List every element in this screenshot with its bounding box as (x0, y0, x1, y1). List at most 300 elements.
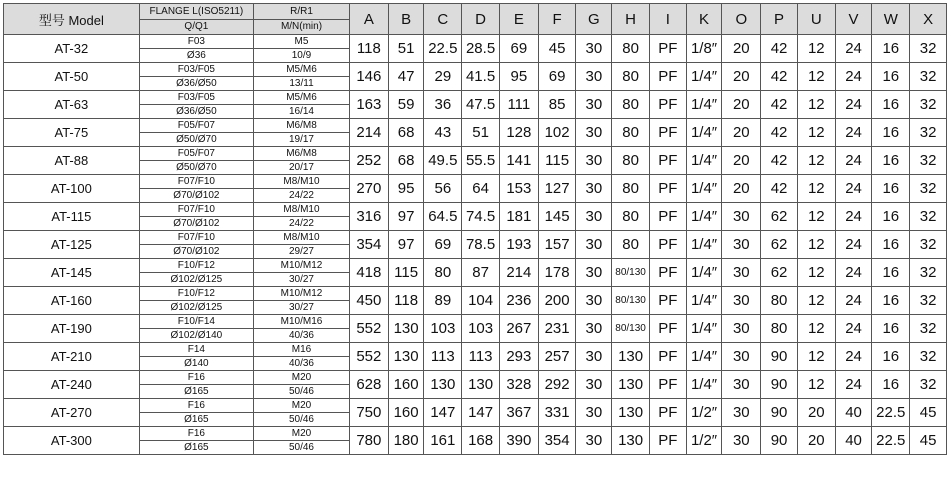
q-cell: Ø70/Ø102 (139, 245, 253, 259)
flange-cell: F07/F10 (139, 231, 253, 245)
dim-cell-i: PF (649, 259, 686, 287)
dim-cell-f: 257 (538, 343, 576, 371)
model-cell: AT-145 (4, 259, 140, 287)
dim-cell-v: 24 (835, 203, 872, 231)
dim-cell-h: 130 (612, 399, 650, 427)
q-cell: Ø165 (139, 441, 253, 455)
table-row (4, 315, 947, 329)
flange-cell: F07/F10 (139, 175, 253, 189)
dim-cell-o: 20 (722, 35, 761, 63)
dim-cell-d: 147 (462, 399, 500, 427)
dim-cell-p: 90 (761, 399, 798, 427)
r-cell: M6/M8 (254, 147, 350, 161)
dim-cell-x: 32 (910, 259, 947, 287)
r-cell: M20 (254, 371, 350, 385)
dim-cell-o: 30 (722, 287, 761, 315)
dim-cell-c: 89 (424, 287, 462, 315)
dim-cell-k: 1/4″ (686, 259, 722, 287)
header-q: Q/Q1 (139, 19, 253, 35)
table-row (4, 231, 947, 245)
dim-cell-g: 30 (576, 147, 612, 175)
dim-cell-u: 20 (797, 399, 835, 427)
dim-cell-p: 42 (761, 119, 798, 147)
dim-cell-u: 12 (797, 91, 835, 119)
table-row (4, 287, 947, 301)
dim-cell-k: 1/4″ (686, 343, 722, 371)
dim-cell-x: 32 (910, 203, 947, 231)
model-cell: AT-160 (4, 287, 140, 315)
dim-cell-a: 750 (349, 399, 388, 427)
dim-cell-o: 30 (722, 399, 761, 427)
mn-cell: 30/27 (254, 273, 350, 287)
dim-cell-d: 28.5 (462, 35, 500, 63)
dim-cell-a: 214 (349, 119, 388, 147)
r-cell: M8/M10 (254, 203, 350, 217)
dim-cell-k: 1/4″ (686, 91, 722, 119)
dim-cell-o: 20 (722, 91, 761, 119)
r-cell: M6/M8 (254, 119, 350, 133)
dim-cell-h: 80 (612, 147, 650, 175)
dim-cell-u: 12 (797, 315, 835, 343)
dim-cell-i: PF (649, 427, 686, 455)
dim-cell-d: 47.5 (462, 91, 500, 119)
dim-cell-p: 42 (761, 91, 798, 119)
dim-cell-h: 80 (612, 175, 650, 203)
header-model: 型号 Model (4, 4, 140, 35)
q-cell: Ø70/Ø102 (139, 217, 253, 231)
dim-cell-v: 24 (835, 371, 872, 399)
dim-cell-u: 12 (797, 371, 835, 399)
dim-cell-g: 30 (576, 315, 612, 343)
model-cell: AT-270 (4, 399, 140, 427)
table-row (4, 343, 947, 357)
table-row (4, 399, 947, 413)
dim-cell-f: 231 (538, 315, 576, 343)
q-cell: Ø70/Ø102 (139, 189, 253, 203)
q-cell: Ø50/Ø70 (139, 133, 253, 147)
dim-cell-w: 22.5 (872, 427, 910, 455)
mn-cell: 19/17 (254, 133, 350, 147)
dim-cell-i: PF (649, 63, 686, 91)
dim-cell-k: 1/4″ (686, 119, 722, 147)
flange-cell: F16 (139, 399, 253, 413)
dim-cell-e: 69 (499, 35, 538, 63)
dim-cell-c: 56 (424, 175, 462, 203)
header-col-e: E (499, 4, 538, 35)
dim-cell-b: 68 (388, 147, 424, 175)
dim-cell-d: 87 (462, 259, 500, 287)
flange-cell: F05/F07 (139, 147, 253, 161)
mn-cell: 50/46 (254, 385, 350, 399)
dim-cell-u: 12 (797, 343, 835, 371)
dim-cell-c: 69 (424, 231, 462, 259)
dim-cell-o: 20 (722, 147, 761, 175)
dim-cell-d: 103 (462, 315, 500, 343)
q-cell: Ø102/Ø140 (139, 329, 253, 343)
dim-cell-p: 42 (761, 35, 798, 63)
dim-cell-f: 85 (538, 91, 576, 119)
dim-cell-o: 20 (722, 119, 761, 147)
dim-cell-w: 16 (872, 35, 910, 63)
table-row (4, 203, 947, 217)
dim-cell-e: 267 (499, 315, 538, 343)
model-cell: AT-63 (4, 91, 140, 119)
dim-cell-c: 147 (424, 399, 462, 427)
dim-cell-g: 30 (576, 175, 612, 203)
dim-cell-e: 193 (499, 231, 538, 259)
dim-cell-h: 80 (612, 63, 650, 91)
dim-cell-v: 24 (835, 175, 872, 203)
mn-cell: 29/27 (254, 245, 350, 259)
dim-cell-v: 24 (835, 35, 872, 63)
dim-cell-o: 30 (722, 203, 761, 231)
r-cell: M10/M16 (254, 315, 350, 329)
dim-cell-f: 127 (538, 175, 576, 203)
dim-cell-k: 1/4″ (686, 175, 722, 203)
dim-cell-p: 62 (761, 203, 798, 231)
dim-cell-p: 90 (761, 371, 798, 399)
dim-cell-d: 64 (462, 175, 500, 203)
dim-cell-b: 59 (388, 91, 424, 119)
dim-cell-g: 30 (576, 287, 612, 315)
dim-cell-p: 80 (761, 287, 798, 315)
header-col-g: G (576, 4, 612, 35)
model-cell: AT-50 (4, 63, 140, 91)
dim-cell-a: 316 (349, 203, 388, 231)
dim-cell-b: 180 (388, 427, 424, 455)
mn-cell: 20/17 (254, 161, 350, 175)
dim-cell-k: 1/4″ (686, 315, 722, 343)
dim-cell-v: 24 (835, 231, 872, 259)
dim-cell-b: 95 (388, 175, 424, 203)
dim-cell-p: 80 (761, 315, 798, 343)
dim-cell-x: 32 (910, 231, 947, 259)
table-row (4, 91, 947, 105)
flange-cell: F10/F12 (139, 259, 253, 273)
dim-cell-h: 80 (612, 91, 650, 119)
dim-cell-d: 168 (462, 427, 500, 455)
dim-cell-d: 104 (462, 287, 500, 315)
dim-cell-h: 80 (612, 203, 650, 231)
dim-cell-f: 145 (538, 203, 576, 231)
table-row (4, 147, 947, 161)
header-col-b: B (388, 4, 424, 35)
flange-cell: F05/F07 (139, 119, 253, 133)
dim-cell-k: 1/4″ (686, 231, 722, 259)
model-cell: AT-300 (4, 427, 140, 455)
dim-cell-i: PF (649, 287, 686, 315)
dim-cell-b: 130 (388, 343, 424, 371)
dim-cell-u: 12 (797, 259, 835, 287)
dim-cell-k: 1/4″ (686, 147, 722, 175)
dim-cell-a: 628 (349, 371, 388, 399)
table-row (4, 371, 947, 385)
dim-cell-v: 24 (835, 63, 872, 91)
table-row (4, 119, 947, 133)
header-col-d: D (462, 4, 500, 35)
dim-cell-f: 292 (538, 371, 576, 399)
dim-cell-h: 80/130 (612, 259, 650, 287)
r-cell: M5 (254, 35, 350, 49)
header-col-h: H (612, 4, 650, 35)
dim-cell-x: 32 (910, 175, 947, 203)
dim-cell-a: 270 (349, 175, 388, 203)
table-row (4, 63, 947, 77)
flange-cell: F03 (139, 35, 253, 49)
dim-cell-v: 24 (835, 119, 872, 147)
q-cell: Ø165 (139, 413, 253, 427)
dim-cell-o: 30 (722, 343, 761, 371)
dim-cell-v: 24 (835, 91, 872, 119)
dim-cell-e: 236 (499, 287, 538, 315)
dim-cell-e: 153 (499, 175, 538, 203)
dim-cell-c: 130 (424, 371, 462, 399)
dim-cell-a: 163 (349, 91, 388, 119)
q-cell: Ø50/Ø70 (139, 161, 253, 175)
dim-cell-f: 115 (538, 147, 576, 175)
dim-cell-o: 20 (722, 63, 761, 91)
table-row (4, 259, 947, 273)
dim-cell-a: 146 (349, 63, 388, 91)
dim-cell-f: 157 (538, 231, 576, 259)
dim-cell-o: 30 (722, 259, 761, 287)
dim-cell-b: 130 (388, 315, 424, 343)
dim-cell-k: 1/2″ (686, 427, 722, 455)
dim-cell-u: 12 (797, 35, 835, 63)
dim-cell-h: 80 (612, 231, 650, 259)
header-mn: M/N(min) (254, 19, 350, 35)
flange-cell: F16 (139, 427, 253, 441)
mn-cell: 13/11 (254, 77, 350, 91)
dim-cell-k: 1/8″ (686, 35, 722, 63)
dim-cell-i: PF (649, 35, 686, 63)
dim-cell-v: 24 (835, 147, 872, 175)
mn-cell: 50/46 (254, 441, 350, 455)
dim-cell-c: 22.5 (424, 35, 462, 63)
dim-cell-x: 32 (910, 119, 947, 147)
r-cell: M10/M12 (254, 259, 350, 273)
header-col-c: C (424, 4, 462, 35)
dim-cell-k: 1/4″ (686, 203, 722, 231)
dim-cell-o: 30 (722, 315, 761, 343)
r-cell: M16 (254, 343, 350, 357)
dim-cell-g: 30 (576, 427, 612, 455)
dim-cell-f: 200 (538, 287, 576, 315)
dim-cell-p: 62 (761, 259, 798, 287)
dim-cell-u: 12 (797, 175, 835, 203)
q-cell: Ø140 (139, 357, 253, 371)
dim-cell-x: 32 (910, 35, 947, 63)
dim-cell-h: 130 (612, 343, 650, 371)
dim-cell-f: 331 (538, 399, 576, 427)
dim-cell-b: 115 (388, 259, 424, 287)
header-col-p: P (761, 4, 798, 35)
q-cell: Ø165 (139, 385, 253, 399)
dim-cell-h: 130 (612, 371, 650, 399)
model-cell: AT-100 (4, 175, 140, 203)
flange-cell: F16 (139, 371, 253, 385)
dim-cell-w: 16 (872, 147, 910, 175)
dim-cell-f: 45 (538, 35, 576, 63)
dim-cell-w: 16 (872, 175, 910, 203)
dim-cell-w: 16 (872, 343, 910, 371)
dim-cell-f: 69 (538, 63, 576, 91)
dim-cell-g: 30 (576, 63, 612, 91)
dim-cell-o: 20 (722, 175, 761, 203)
dim-cell-w: 16 (872, 63, 910, 91)
dim-cell-e: 390 (499, 427, 538, 455)
dim-cell-h: 80 (612, 119, 650, 147)
dim-cell-k: 1/4″ (686, 63, 722, 91)
dim-cell-b: 47 (388, 63, 424, 91)
model-cell: AT-32 (4, 35, 140, 63)
dim-cell-d: 74.5 (462, 203, 500, 231)
model-cell: AT-115 (4, 203, 140, 231)
q-cell: Ø102/Ø125 (139, 273, 253, 287)
dim-cell-w: 16 (872, 287, 910, 315)
dim-cell-d: 130 (462, 371, 500, 399)
dim-cell-b: 160 (388, 399, 424, 427)
dim-cell-i: PF (649, 203, 686, 231)
dim-cell-c: 80 (424, 259, 462, 287)
dim-cell-w: 16 (872, 231, 910, 259)
dim-cell-e: 328 (499, 371, 538, 399)
dim-cell-g: 30 (576, 343, 612, 371)
dim-cell-a: 780 (349, 427, 388, 455)
dim-cell-x: 45 (910, 399, 947, 427)
r-cell: M8/M10 (254, 231, 350, 245)
mn-cell: 24/22 (254, 217, 350, 231)
q-cell: Ø36 (139, 49, 253, 63)
dim-cell-e: 111 (499, 91, 538, 119)
dim-cell-f: 102 (538, 119, 576, 147)
dim-cell-d: 78.5 (462, 231, 500, 259)
dim-cell-u: 20 (797, 427, 835, 455)
dim-cell-k: 1/4″ (686, 371, 722, 399)
dim-cell-v: 40 (835, 399, 872, 427)
dim-cell-x: 32 (910, 287, 947, 315)
dim-cell-i: PF (649, 399, 686, 427)
dim-cell-g: 30 (576, 371, 612, 399)
dim-cell-b: 68 (388, 119, 424, 147)
r-cell: M5/M6 (254, 91, 350, 105)
header-col-x: X (910, 4, 947, 35)
dim-cell-g: 30 (576, 231, 612, 259)
dim-cell-c: 161 (424, 427, 462, 455)
dim-cell-p: 90 (761, 343, 798, 371)
flange-cell: F07/F10 (139, 203, 253, 217)
dim-cell-c: 36 (424, 91, 462, 119)
header-r: R/R1 (254, 4, 350, 20)
dim-cell-x: 32 (910, 371, 947, 399)
dim-cell-c: 49.5 (424, 147, 462, 175)
dim-cell-g: 30 (576, 119, 612, 147)
dim-cell-g: 30 (576, 91, 612, 119)
header-col-k: K (686, 4, 722, 35)
flange-cell: F03/F05 (139, 91, 253, 105)
dim-cell-v: 24 (835, 343, 872, 371)
header-col-w: W (872, 4, 910, 35)
dim-cell-p: 42 (761, 63, 798, 91)
dim-cell-b: 51 (388, 35, 424, 63)
mn-cell: 40/36 (254, 329, 350, 343)
dim-cell-p: 42 (761, 175, 798, 203)
mn-cell: 16/14 (254, 105, 350, 119)
model-cell: AT-210 (4, 343, 140, 371)
dim-cell-g: 30 (576, 259, 612, 287)
dim-cell-v: 40 (835, 427, 872, 455)
spec-table (3, 3, 947, 455)
header-flange: FLANGE L(ISO5211) (139, 4, 253, 20)
flange-cell: F03/F05 (139, 63, 253, 77)
dim-cell-a: 252 (349, 147, 388, 175)
dim-cell-i: PF (649, 147, 686, 175)
mn-cell: 24/22 (254, 189, 350, 203)
flange-cell: F14 (139, 343, 253, 357)
dim-cell-g: 30 (576, 203, 612, 231)
dim-cell-e: 128 (499, 119, 538, 147)
dim-cell-p: 42 (761, 147, 798, 175)
dim-cell-c: 64.5 (424, 203, 462, 231)
dim-cell-o: 30 (722, 427, 761, 455)
dim-cell-x: 32 (910, 63, 947, 91)
r-cell: M20 (254, 427, 350, 441)
dim-cell-a: 450 (349, 287, 388, 315)
q-cell: Ø102/Ø125 (139, 301, 253, 315)
r-cell: M8/M10 (254, 175, 350, 189)
dim-cell-b: 97 (388, 231, 424, 259)
dim-cell-f: 178 (538, 259, 576, 287)
header-col-o: O (722, 4, 761, 35)
dim-cell-h: 80/130 (612, 315, 650, 343)
dim-cell-u: 12 (797, 287, 835, 315)
dim-cell-d: 51 (462, 119, 500, 147)
dim-cell-w: 22.5 (872, 399, 910, 427)
dim-cell-e: 214 (499, 259, 538, 287)
dim-cell-a: 552 (349, 343, 388, 371)
dim-cell-w: 16 (872, 259, 910, 287)
dim-cell-k: 1/2″ (686, 399, 722, 427)
dim-cell-x: 45 (910, 427, 947, 455)
q-cell: Ø36/Ø50 (139, 77, 253, 91)
dim-cell-i: PF (649, 231, 686, 259)
dim-cell-g: 30 (576, 399, 612, 427)
mn-cell: 40/36 (254, 357, 350, 371)
dim-cell-e: 95 (499, 63, 538, 91)
flange-cell: F10/F14 (139, 315, 253, 329)
dim-cell-c: 113 (424, 343, 462, 371)
dim-cell-u: 12 (797, 119, 835, 147)
dim-cell-c: 43 (424, 119, 462, 147)
mn-cell: 10/9 (254, 49, 350, 63)
table-row (4, 175, 947, 189)
dim-cell-i: PF (649, 175, 686, 203)
mn-cell: 50/46 (254, 413, 350, 427)
header-col-a: A (349, 4, 388, 35)
dim-cell-d: 55.5 (462, 147, 500, 175)
r-cell: M5/M6 (254, 63, 350, 77)
dim-cell-x: 32 (910, 315, 947, 343)
dim-cell-i: PF (649, 371, 686, 399)
q-cell: Ø36/Ø50 (139, 105, 253, 119)
dim-cell-v: 24 (835, 315, 872, 343)
table-row (4, 35, 947, 49)
dim-cell-w: 16 (872, 315, 910, 343)
model-cell: AT-75 (4, 119, 140, 147)
dim-cell-e: 367 (499, 399, 538, 427)
dim-cell-u: 12 (797, 203, 835, 231)
dim-cell-e: 141 (499, 147, 538, 175)
